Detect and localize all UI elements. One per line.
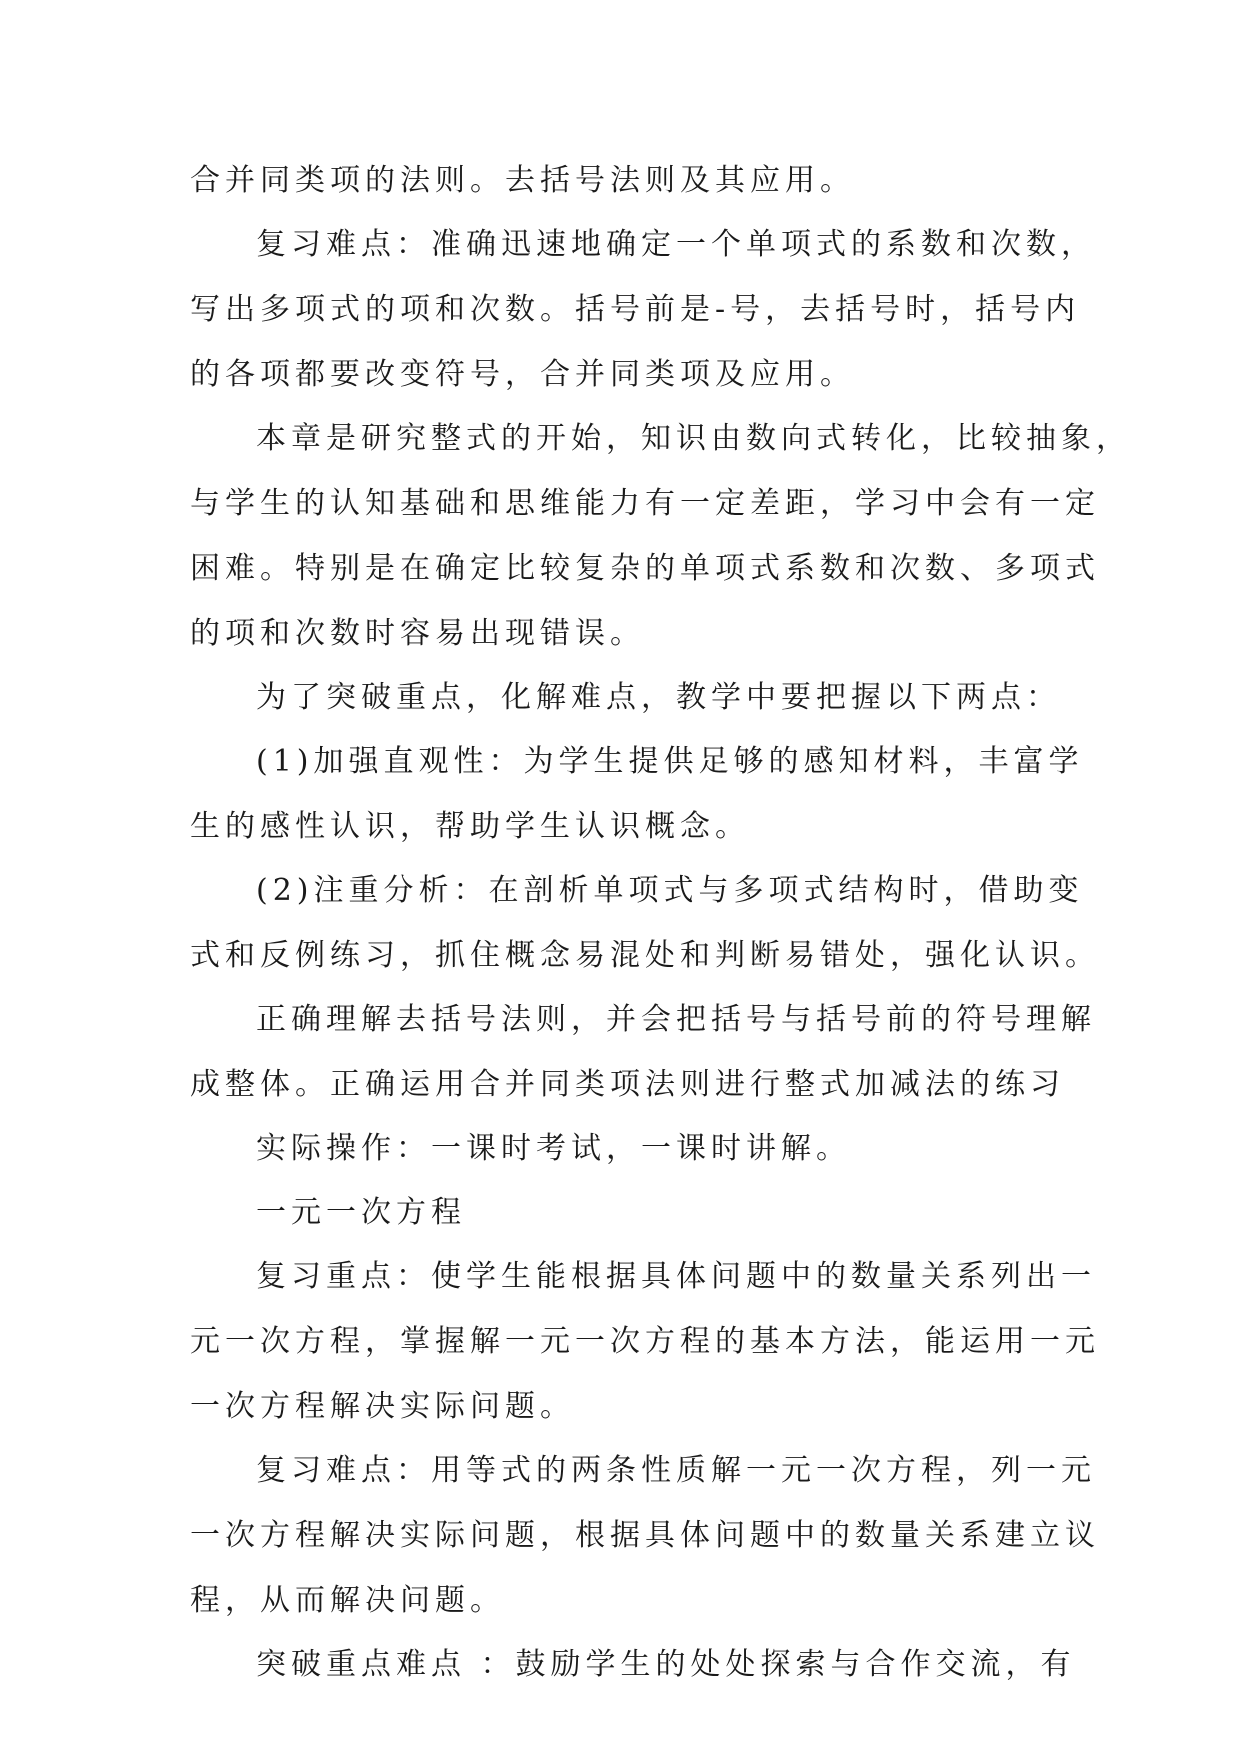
document-body [190, 162, 1131, 1684]
text-line: 一次方程解决实际问题。 [190, 1389, 575, 1424]
text-line: 突破重点难点 ：鼓励学生的处处探索与合作交流，有 [256, 1647, 1076, 1682]
text-line: 正确理解去括号法则，并会把括号与括号前的符号理解 [256, 1002, 1096, 1037]
text-line: 的项和次数时容易出现错误。 [190, 616, 645, 651]
text-line: 生的感性认识，帮助学生认识概念。 [190, 809, 750, 844]
text-line: 合并同类项的法则。去括号法则及其应用。 [190, 163, 855, 198]
text-line: 写出多项式的项和次数。括号前是-号，去括号时，括号内 [190, 292, 1081, 327]
text-line: (1)加强直观性：为学生提供足够的感知材料，丰富学 [256, 744, 1084, 779]
text-line: 复习难点：用等式的两条性质解一元一次方程，列一元 [256, 1453, 1096, 1488]
text-line: 的各项都要改变符号，合并同类项及应用。 [190, 357, 855, 392]
text-line: (2)注重分析：在剖析单项式与多项式结构时，借助变 [256, 873, 1084, 908]
text-line: 式和反例练习，抓住概念易混处和判断易错处，强化认识。 [190, 938, 1100, 973]
text-line: 为了突破重点，化解难点，教学中要把握以下两点： [256, 680, 1061, 715]
text-line: 程，从而解决问题。 [190, 1583, 505, 1618]
text-line: 一次方程解决实际问题，根据具体问题中的数量关系建立议 [190, 1518, 1100, 1553]
text-line: 复习难点：准确迅速地确定一个单项式的系数和次数， [256, 227, 1096, 262]
text-line: 本章是研究整式的开始，知识由数向式转化，比较抽象， [256, 421, 1131, 456]
text-line: 困难。特别是在确定比较复杂的单项式系数和次数、多项式 [190, 551, 1100, 586]
text-line: 复习重点：使学生能根据具体问题中的数量关系列出一 [256, 1259, 1096, 1294]
text-line: 元一次方程，掌握解一元一次方程的基本方法，能运用一元 [190, 1324, 1100, 1359]
text-line: 实际操作：一课时考试，一课时讲解。 [256, 1131, 851, 1166]
text-line: 成整体。正确运用合并同类项法则进行整式加减法的练习 [190, 1067, 1065, 1102]
text-line: 与学生的认知基础和思维能力有一定差距，学习中会有一定 [190, 486, 1100, 521]
section-heading: 一元一次方程 [256, 1195, 466, 1230]
